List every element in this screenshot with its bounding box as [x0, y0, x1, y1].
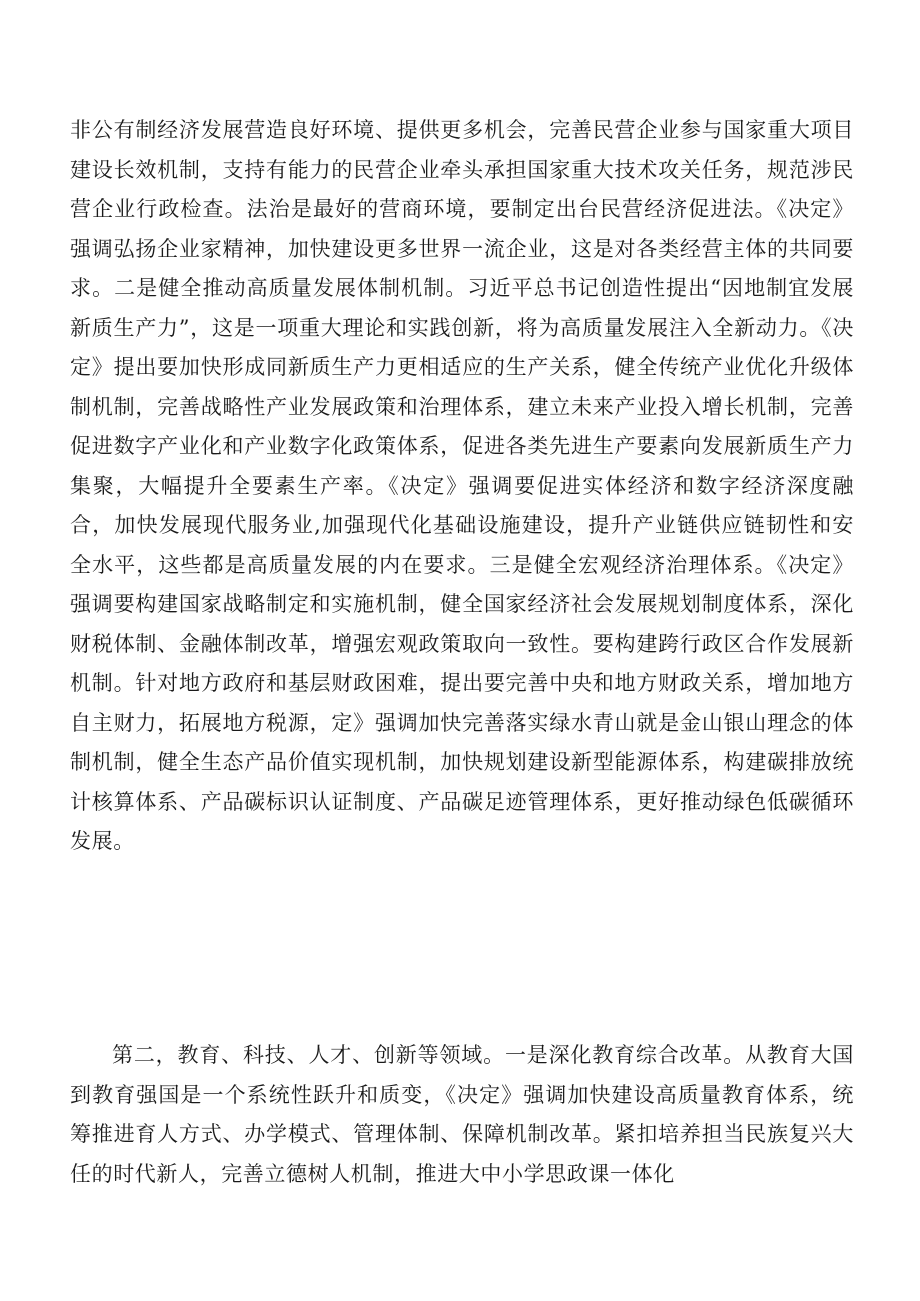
paragraph-text: 非公有制经济发展营造良好环境、提供更多机会，完善民营企业参与国家重大项目建设长效机制，支持有能力的民营企业牵头承担国家重大技术攻关任务，规范涉民营企业行政检查。法治是最好的营商环境，要制定出台民营经济促进法。《决定》强调弘扬企业家精神，加快建设更多世界一流企业，这是对各类经营主体的共同要求。二是健全推动高质量发展体制机制。习近平总书记创造性提出“因地制宜发展新质生产力”，这是一项重大理论和实践创新，将为高质量发展注入全新动力。《决定》提出要加快形成同新质生产力更相适应的生产关系，健全传统产业优化升级体制机制，完善战略性产业发展政策和治理体系，建立未来产业投入增长机制，完善促进数字产业化和产业数字化政策体系，促进各类先进生产要素向发展新质生产力集聚，大幅提升全要素生产率。《决定》强调要促进实体经济和数字经济深度融合，加快发展现代服务业,加强现代化基础设施建设，提升产业链供应链韧性和安全水平，这些都是高质量发展的内在要求。三是健全宏观经济治理体系。《决定》强调要构建国家战略制定和实施机制，健全国家经济社会发展规划制度体系，深化财税体制、金融体制改革，增强宏观政策取向一致性。要构建跨行政区合作发展新机制。针对地方政府和基层财政困难，提出要完善中央和地方财政关系，增加地方自主财力，拓展地方税源，定》强调加快完善落实绿水青山就是金山银山理念的体制机制，健全生态产品价值实现机制，加快规划建设新型能源体系，构建碳排放统计核算体系、产品碳标识认证制度、产品碳足迹管理体系，更好推动绿色低碳循环发展。 — [70, 118, 854, 853]
paragraph-economy — [70, 111, 854, 862]
paragraph-text: 第二，教育、科技、人才、创新等领域。一是深化教育综合改革。从教育大国到教育强国是一个系统性跃升和质变，《决定》强调加快建设高质量教育体系，统筹推进育人方式、办学模式、管理体制、保障机制改革。紧扣培养担当民族复兴大任的时代新人，完善立德树人机制，推进大中小学思政课一体化 — [70, 1043, 854, 1186]
paragraph-education — [70, 1036, 854, 1194]
